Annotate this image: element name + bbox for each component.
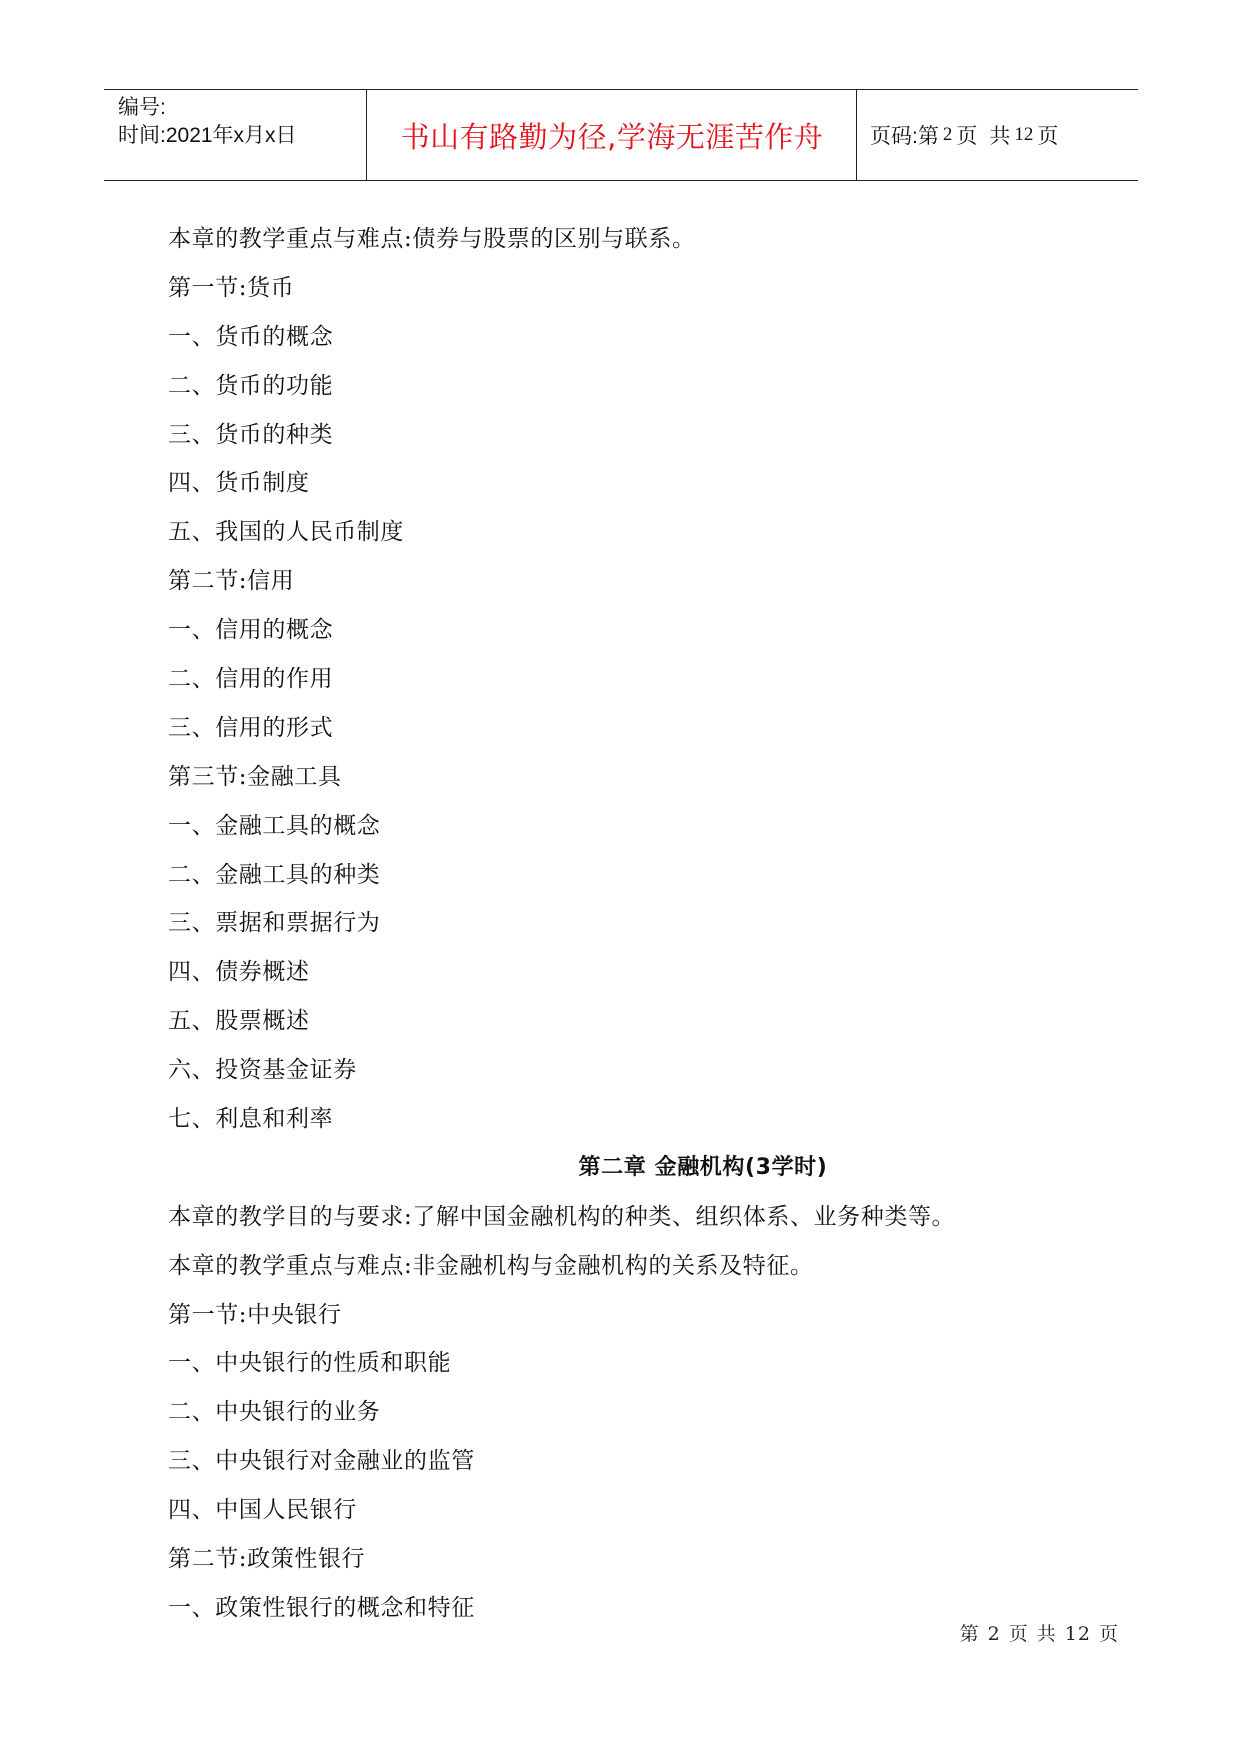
header-page-total: 12	[1014, 124, 1034, 145]
list-item: 四、债券概述	[168, 959, 310, 986]
list-item: 三、票据和票据行为	[168, 910, 381, 937]
list-item: 二、金融工具的种类	[168, 861, 381, 888]
header-page-prefix: 页码:第	[870, 125, 939, 148]
document-number-label: 编号:	[118, 96, 166, 119]
section-heading: 第二节:信用	[168, 568, 295, 595]
body-line-objectives: 本章的教学目的与要求:了解中国金融机构的种类、组织体系、业务种类等。	[168, 1203, 956, 1230]
header-page-current: 2	[942, 124, 953, 145]
body-line-focus: 本章的教学重点与难点:非金融机构与金融机构的关系及特征。	[168, 1252, 814, 1279]
document-time-label: 时间:2021年x月x日	[118, 124, 297, 147]
body-line-focus: 本章的教学重点与难点:债券与股票的区别与联系。	[168, 226, 696, 252]
section-heading: 第一节:中央银行	[168, 1301, 342, 1328]
section-heading: 第三节:金融工具	[168, 763, 342, 790]
list-item: 一、金融工具的概念	[168, 812, 381, 839]
list-item: 一、政策性银行的概念和特征	[168, 1594, 475, 1621]
list-item: 七、利息和利率	[168, 1106, 334, 1133]
footer-total-unit: 页	[1098, 1623, 1119, 1645]
footer-prefix: 第	[959, 1623, 980, 1645]
list-item: 五、股票概述	[168, 1008, 310, 1035]
list-item: 一、中央银行的性质和职能	[168, 1350, 452, 1377]
header-divider-left	[366, 90, 367, 180]
list-item: 二、信用的作用	[168, 666, 334, 693]
footer-total-prefix: 共	[1036, 1623, 1057, 1645]
list-item: 一、货币的概念	[168, 323, 334, 350]
list-item: 六、投资基金证券	[168, 1057, 357, 1084]
footer-current-page: 2	[987, 1623, 1001, 1645]
list-item: 三、货币的种类	[168, 421, 334, 448]
header-page-total-prefix: 共	[989, 125, 1011, 148]
document-body	[168, 215, 1068, 1633]
chapter-title: 第二章 金融机构(3学时)	[578, 1154, 828, 1180]
list-item: 一、信用的概念	[168, 617, 334, 644]
list-item: 三、信用的形式	[168, 714, 334, 741]
footer-total-pages: 12	[1064, 1623, 1091, 1645]
header-page-indicator	[870, 90, 1058, 180]
list-item: 二、中央银行的业务	[168, 1399, 381, 1426]
page-header	[104, 89, 1138, 181]
footer-unit: 页	[1008, 1623, 1029, 1645]
header-meta	[118, 94, 364, 150]
list-item: 四、中国人民银行	[168, 1497, 357, 1524]
list-item: 三、中央银行对金融业的监管	[168, 1448, 475, 1475]
header-page-total-unit: 页	[1037, 125, 1059, 148]
header-motto: 书山有路勤为径,学海无涯苦作舟	[400, 119, 824, 154]
list-item: 五、我国的人民币制度	[168, 519, 404, 546]
list-item: 二、货币的功能	[168, 372, 334, 399]
page-footer	[956, 1619, 1123, 1646]
header-page-unit: 页	[956, 125, 978, 148]
section-heading: 第一节:货币	[168, 274, 295, 301]
list-item: 四、货币制度	[168, 470, 310, 497]
header-divider-right	[856, 90, 857, 180]
section-heading: 第二节:政策性银行	[168, 1546, 366, 1573]
